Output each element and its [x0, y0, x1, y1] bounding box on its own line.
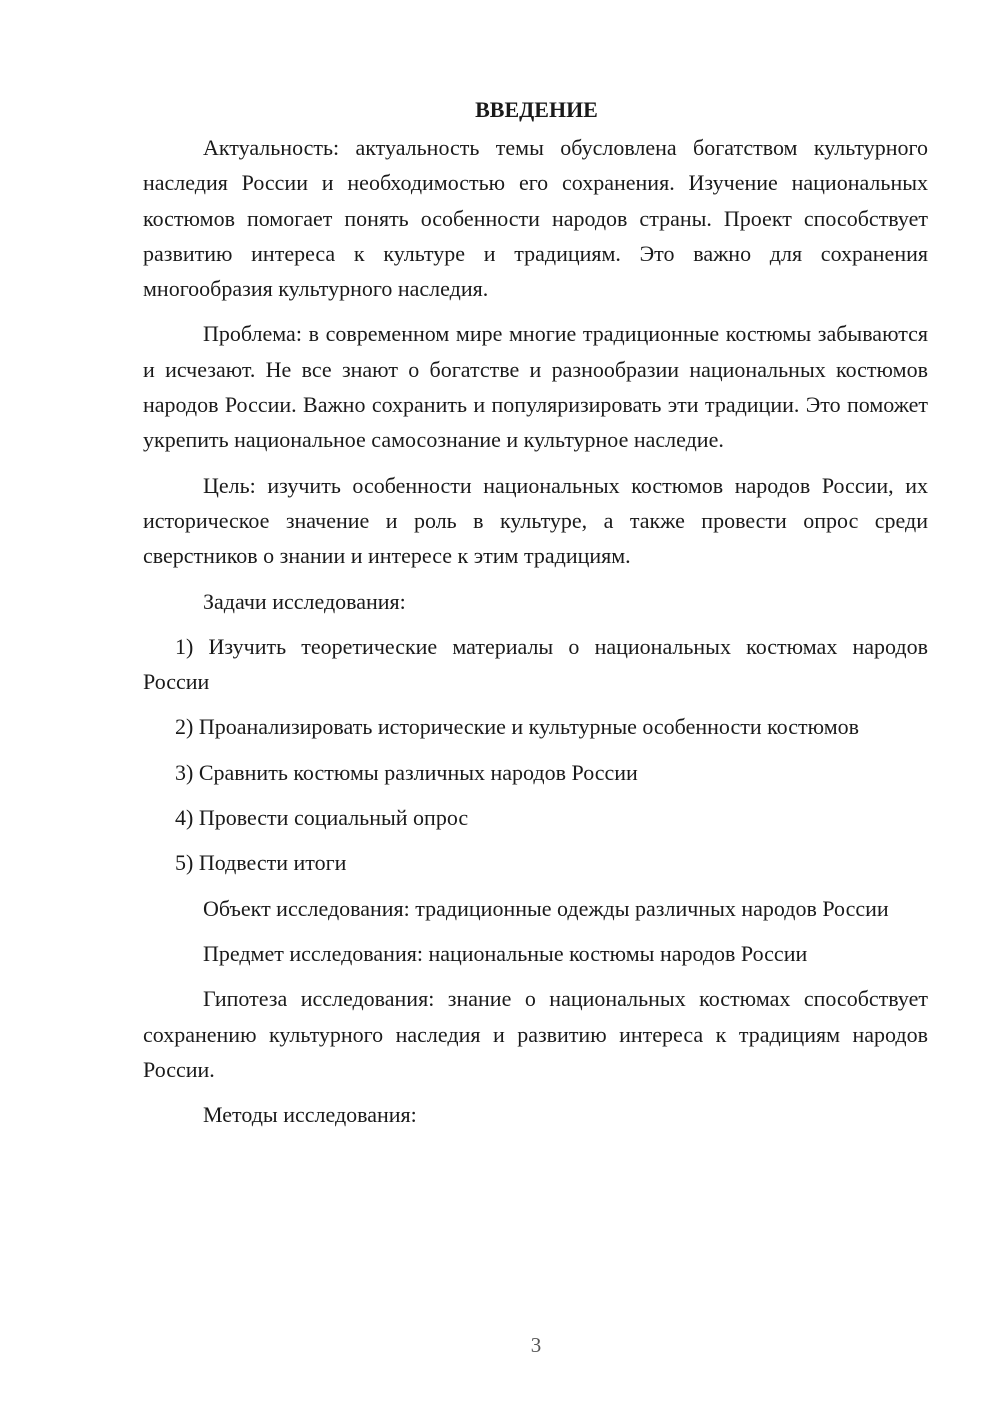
- methods-paragraph: Методы исследования:: [203, 1102, 417, 1128]
- problem-paragraph: Проблема: в современном мире многие традиционные костюмы забываются и исчезают. Не все знают о богатстве и разнообразии национальных костюмов народов России. Важно сохранить и популяризировать эти традиции. Это поможет укрепить национальное самосознание и культурное наследие.: [143, 321, 928, 453]
- section-heading: ВВЕДЕНИЕ: [475, 97, 598, 122]
- page-number: 3: [530, 1333, 542, 1357]
- tasks-intro: Задачи исследования:: [203, 588, 406, 614]
- task-item-4: 4) Провести социальный опрос: [175, 805, 469, 831]
- task-item-2: 2) Проанализировать исторические и культурные особенности костюмов: [175, 714, 860, 740]
- task-item-3: 3) Сравнить костюмы различных народов России: [175, 759, 638, 785]
- document-page: [143, 92, 928, 1142]
- hypothesis-paragraph: Гипотеза исследования: знание о национальных костюмах способствует сохранению культурного наследия и развитию интереса к традициям народов России.: [143, 986, 928, 1082]
- relevance-paragraph: Актуальность: актуальность темы обусловлена богатством культурного наследия России и необходимостью его сохранения. Изучение национальных костюмов помогает понять особенности народов страны. Проект способствует развитию интереса к культуре и традициям. Это важно для сохранения многообразия культурного наследия.: [143, 135, 928, 302]
- object-paragraph: Объект исследования: традиционные одежды различных народов России: [203, 895, 889, 921]
- task-item-5: 5) Подвести итоги: [175, 850, 347, 876]
- task-item-1: 1) Изучить теоретические материалы о национальных костюмах народов России: [143, 633, 928, 695]
- goal-paragraph: Цель: изучить особенности национальных костюмов народов России, их историческое значение и роль в культуре, а также провести опрос среди сверстников о знании и интересе к этим традициям.: [143, 472, 928, 569]
- subject-paragraph: Предмет исследования: национальные костюмы народов России: [203, 940, 808, 966]
